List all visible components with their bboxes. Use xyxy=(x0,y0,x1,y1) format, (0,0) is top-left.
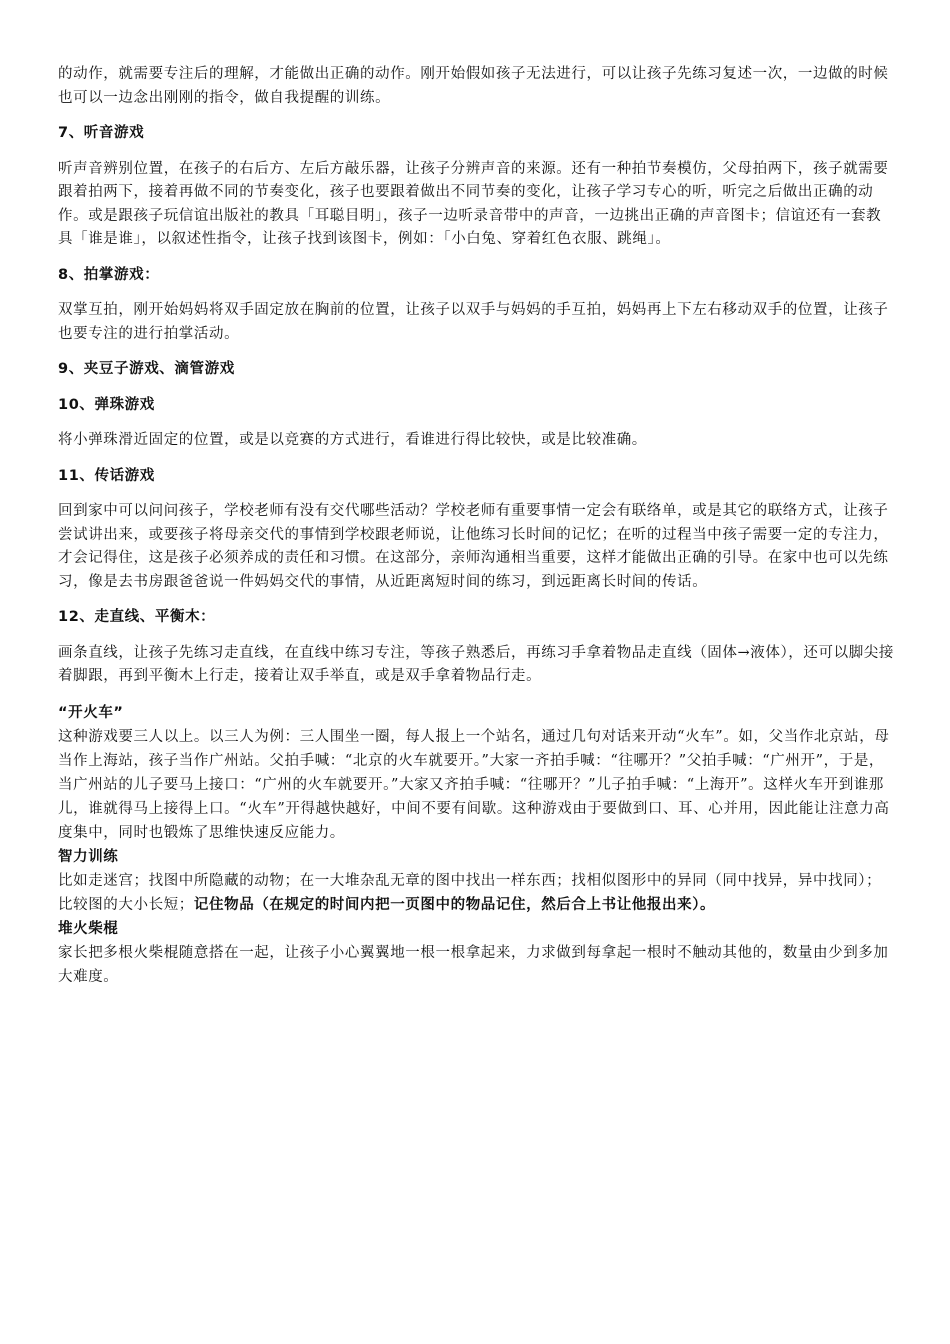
section-10-heading: 10、弹珠游戏 xyxy=(58,396,155,413)
section-11-body: 回到家中可以问问孩子，学校老师有没有交代哪些活动？学校老师有重要事情一定会有联络单，或是其它的联络方式，让孩子尝试讲出来，或要孩子将母亲交代的事情到学校跟老师说，让他练习长时间的记忆；在听的过程当中孩子需要一定的专注力，才会记得住，这是孩子必须养成的责任和习惯。在这部分，亲师沟通相当重要，这样才能做出正确的引导。在家中也可以先练习，像是去书房跟爸爸说一件妈妈交代的事情，从近距离短时间的练习，到远距离长时间的传话。 xyxy=(58,503,889,590)
intelligence-heading: 智力训练 xyxy=(58,848,119,865)
section-10-body: 将小弹珠滑近固定的位置，或是以竞赛的方式进行，看谁进行得比较快，或是比较准确。 xyxy=(58,432,647,448)
section-9-heading: 9、夹豆子游戏、滴管游戏 xyxy=(58,361,235,377)
matches-heading: 堆火柴棍 xyxy=(58,920,119,937)
intelligence-body-bold: 记住物品（在规定的时间内把一页图中的物品记住，然后合上书让他报出来）。 xyxy=(193,896,716,913)
section-12-body: 画条直线，让孩子先练习走直线，在直线中练习专注，等孩子熟悉后，再练习手拿着物品走直线（固体→液体），还可以脚尖接着脚跟，再到平衡木上行走，接着让双手举直，或是双手拿着物品行走。 xyxy=(58,644,894,684)
document-page xyxy=(58,63,894,989)
section-8-heading: 8、拍掌游戏： xyxy=(58,266,160,283)
train-game-heading: “开火车” xyxy=(58,704,124,721)
section-11-heading: 11、传话游戏 xyxy=(58,467,155,484)
section-7-body: 听声音辨别位置，在孩子的右后方、左后方敲乐器，让孩子分辨声音的来源。还有一种拍节奏模仿，父母拍两下，孩子就需要跟着拍两下，接着再做不同的节奏变化，孩子也要跟着做出不同节奏的变化，让孩子学习专心的听，听完之后做出正确的动作。或是跟孩子玩信谊出版社的教具「耳聪目明」，孩子一边听录音带中的声音，一边挑出正确的声音图卡；信谊还有一套教具「谁是谁」，以叙述性指令，让孩子找到该图卡，例如：「小白兔、穿着红色衣服、跳绳」。 xyxy=(58,160,889,247)
intelligence-body-text: 比如走迷宫；找图中所隐藏的动物；在一大堆杂乱无章的图中找出一样东西；找相似图形中的异同（同中找异，异中找同）；比较图的大小长短； xyxy=(58,872,882,913)
intelligence-body xyxy=(58,869,894,917)
section-7-heading: 7、听音游戏 xyxy=(58,125,145,141)
section-12-heading: 12、走直线、平衡木： xyxy=(58,609,216,625)
matches-body: 家长把多根火柴棍随意搭在一起，让孩子小心翼翼地一根一根拿起来，力求做到每拿起一根时不触动其他的，数量由少到多加大难度。 xyxy=(58,944,889,985)
section-8-body: 双掌互拍，刚开始妈妈将双手固定放在胸前的位置，让孩子以双手与妈妈的手互拍，妈妈再上下左右移动双手的位置，让孩子也要专注的进行拍掌活动。 xyxy=(58,302,889,342)
intro-paragraph: 的动作，就需要专注后的理解，才能做出正确的动作。刚开始假如孩子无法进行，可以让孩子先练习复述一次，一边做的时候也可以一边念出刚刚的指令，做自我提醒的训练。 xyxy=(58,66,889,106)
train-game-body: 这种游戏要三人以上。以三人为例：三人围坐一圈，每人报上一个站名，通过几句对话来开动“火车”。如，父当作北京站，母当作上海站，孩子当作广州站。父拍手喊：“北京的火车就要开。”大家一齐拍手喊：“往哪开？”父拍手喊：“广州开”，于是，当广州站的儿子要马上接口：“广州的火车就要开。”大家又齐拍手喊：“往哪开？”儿子拍手喊：“上海开”。这样火车开到谁那儿，谁就得马上接得上口。“火车”开得越快越好，中间不要有间歇。这种游戏由于要做到口、耳、心并用，因此能让注意力高度集中，同时也锻炼了思维快速反应能力。 xyxy=(58,728,890,841)
